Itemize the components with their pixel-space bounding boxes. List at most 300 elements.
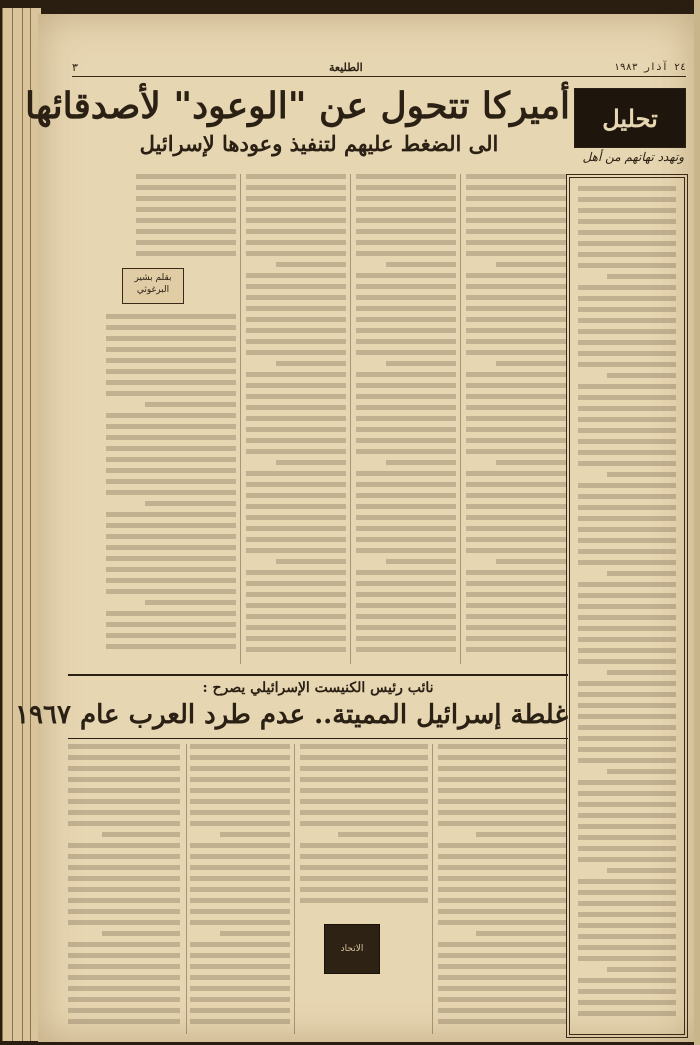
placeholder-text-line — [190, 887, 290, 892]
placeholder-text-line — [466, 603, 566, 608]
placeholder-text-line — [578, 989, 676, 994]
placeholder-text-line — [338, 832, 428, 837]
placeholder-text-line — [300, 865, 428, 870]
placeholder-text-line — [106, 468, 236, 473]
placeholder-text-line — [466, 317, 566, 322]
placeholder-text-line — [190, 920, 290, 925]
placeholder-text-line — [246, 273, 346, 278]
placeholder-text-line — [356, 317, 456, 322]
placeholder-text-line — [438, 1008, 566, 1013]
placeholder-text-line — [356, 537, 456, 542]
lead-column-4-top — [136, 174, 236, 264]
placeholder-text-line — [578, 318, 676, 323]
placeholder-text-line — [246, 548, 346, 553]
placeholder-text-line — [356, 614, 456, 619]
placeholder-text-line — [300, 766, 428, 771]
placeholder-text-line — [190, 843, 290, 848]
placeholder-text-line — [578, 362, 676, 367]
placeholder-text-line — [276, 559, 346, 564]
placeholder-text-line — [578, 681, 676, 686]
placeholder-text-line — [300, 744, 428, 749]
placeholder-text-line — [246, 438, 346, 443]
placeholder-text-line — [356, 636, 456, 641]
placeholder-text-line — [578, 395, 676, 400]
placeholder-text-line — [578, 648, 676, 653]
second-story-header — [15, 674, 568, 739]
placeholder-text-line — [496, 559, 566, 564]
lead-headline: أميركا تتحول عن "الوعود" لأصدقائها — [25, 85, 570, 127]
placeholder-text-line — [106, 435, 236, 440]
placeholder-text-line — [578, 934, 676, 939]
placeholder-text-line — [246, 317, 346, 322]
placeholder-text-line — [145, 402, 236, 407]
placeholder-text-line — [476, 832, 566, 837]
placeholder-text-line — [578, 538, 676, 543]
placeholder-text-line — [466, 372, 566, 377]
placeholder-text-line — [438, 788, 566, 793]
placeholder-text-line — [356, 405, 456, 410]
placeholder-text-line — [276, 262, 346, 267]
placeholder-text-line — [438, 821, 566, 826]
placeholder-text-line — [578, 901, 676, 906]
placeholder-text-line — [578, 659, 676, 664]
placeholder-text-line — [246, 185, 346, 190]
placeholder-text-line — [300, 876, 428, 881]
placeholder-text-line — [68, 766, 180, 771]
placeholder-text-line — [246, 515, 346, 520]
placeholder-text-line — [106, 523, 236, 528]
placeholder-text-line — [190, 1008, 290, 1013]
placeholder-text-line — [276, 361, 346, 366]
placeholder-text-line — [106, 391, 236, 396]
placeholder-text-line — [466, 207, 566, 212]
placeholder-text-line — [106, 314, 236, 319]
placeholder-text-line — [466, 515, 566, 520]
placeholder-text-line — [246, 207, 346, 212]
placeholder-text-line — [356, 471, 456, 476]
photo — [324, 924, 380, 974]
placeholder-text-line — [68, 909, 180, 914]
placeholder-text-line — [106, 380, 236, 385]
issue-date: ٢٤ آذار ١٩٨٣ — [613, 61, 686, 73]
placeholder-text-line — [136, 207, 236, 212]
placeholder-text-line — [356, 350, 456, 355]
placeholder-text-line — [578, 351, 676, 356]
placeholder-text-line — [68, 777, 180, 782]
placeholder-text-line — [356, 251, 456, 256]
placeholder-text-line — [190, 975, 290, 980]
placeholder-text-line — [356, 647, 456, 652]
placeholder-text-line — [466, 306, 566, 311]
placeholder-text-line — [356, 339, 456, 344]
placeholder-text-line — [68, 799, 180, 804]
placeholder-text-line — [496, 361, 566, 366]
placeholder-text-line — [466, 537, 566, 542]
placeholder-text-line — [607, 769, 676, 774]
placeholder-text-line — [246, 625, 346, 630]
placeholder-text-line — [246, 647, 346, 652]
placeholder-text-line — [578, 186, 676, 191]
placeholder-text-line — [438, 1019, 566, 1024]
placeholder-text-line — [145, 600, 236, 605]
placeholder-text-line — [246, 471, 346, 476]
placeholder-text-line — [246, 306, 346, 311]
placeholder-text-line — [578, 516, 676, 521]
placeholder-text-line — [68, 997, 180, 1002]
placeholder-text-line — [68, 1019, 180, 1024]
magazine-name: الطليعة — [329, 60, 363, 74]
placeholder-text-line — [356, 284, 456, 289]
placeholder-text-line — [68, 788, 180, 793]
placeholder-text-line — [578, 307, 676, 312]
placeholder-text-line — [607, 274, 676, 279]
placeholder-text-line — [466, 438, 566, 443]
placeholder-text-line — [106, 545, 236, 550]
placeholder-text-line — [356, 372, 456, 377]
placeholder-text-line — [578, 241, 676, 246]
placeholder-text-line — [438, 755, 566, 760]
placeholder-text-line — [246, 405, 346, 410]
placeholder-text-line — [438, 986, 566, 991]
placeholder-text-line — [246, 592, 346, 597]
placeholder-text-line — [578, 835, 676, 840]
placeholder-text-line — [466, 394, 566, 399]
placeholder-text-line — [68, 942, 180, 947]
placeholder-text-line — [356, 449, 456, 454]
placeholder-text-line — [578, 296, 676, 301]
placeholder-text-line — [246, 537, 346, 542]
page-number: ٣ — [72, 60, 78, 74]
placeholder-text-line — [578, 791, 676, 796]
placeholder-text-line — [136, 218, 236, 223]
placeholder-text-line — [578, 923, 676, 928]
placeholder-text-line — [466, 229, 566, 234]
placeholder-text-line — [300, 788, 428, 793]
placeholder-text-line — [466, 218, 566, 223]
placeholder-text-line — [102, 832, 180, 837]
placeholder-text-line — [356, 504, 456, 509]
placeholder-text-line — [356, 328, 456, 333]
placeholder-text-line — [356, 438, 456, 443]
placeholder-text-line — [578, 978, 676, 983]
placeholder-text-line — [68, 953, 180, 958]
newspaper-page — [15, 14, 694, 1042]
placeholder-text-line — [356, 207, 456, 212]
placeholder-text-line — [220, 832, 290, 837]
placeholder-text-line — [356, 482, 456, 487]
placeholder-text-line — [356, 295, 456, 300]
placeholder-text-line — [68, 865, 180, 870]
placeholder-text-line — [356, 218, 456, 223]
placeholder-text-line — [438, 843, 566, 848]
placeholder-text-line — [578, 703, 676, 708]
placeholder-text-line — [190, 777, 290, 782]
placeholder-text-line — [300, 843, 428, 848]
placeholder-text-line — [136, 196, 236, 201]
placeholder-text-line — [300, 777, 428, 782]
placeholder-text-line — [578, 945, 676, 950]
placeholder-text-line — [190, 755, 290, 760]
placeholder-text-line — [68, 887, 180, 892]
placeholder-text-line — [106, 611, 236, 616]
placeholder-text-line — [466, 273, 566, 278]
placeholder-text-line — [246, 383, 346, 388]
placeholder-text-line — [246, 603, 346, 608]
lead-column-3 — [246, 174, 346, 664]
placeholder-text-line — [466, 647, 566, 652]
placeholder-text-line — [466, 504, 566, 509]
placeholder-text-line — [356, 273, 456, 278]
placeholder-text-line — [300, 821, 428, 826]
placeholder-text-line — [68, 964, 180, 969]
placeholder-text-line — [438, 887, 566, 892]
placeholder-text-line — [246, 493, 346, 498]
placeholder-text-line — [578, 384, 676, 389]
placeholder-text-line — [438, 799, 566, 804]
placeholder-text-line — [438, 920, 566, 925]
placeholder-text-line — [466, 625, 566, 630]
placeholder-text-line — [438, 975, 566, 980]
placeholder-text-line — [300, 854, 428, 859]
placeholder-text-line — [578, 780, 676, 785]
placeholder-text-line — [578, 747, 676, 752]
photo-caption: الاتحاد — [340, 944, 364, 954]
byline-box: بقلم بشير البرغوثي — [122, 268, 184, 304]
placeholder-text-line — [578, 340, 676, 345]
sidebar-text — [578, 186, 676, 1026]
placeholder-text-line — [466, 493, 566, 498]
placeholder-text-line — [466, 284, 566, 289]
placeholder-text-line — [438, 909, 566, 914]
placeholder-text-line — [246, 394, 346, 399]
placeholder-text-line — [106, 479, 236, 484]
placeholder-text-line — [466, 405, 566, 410]
placeholder-text-line — [578, 857, 676, 862]
placeholder-text-line — [438, 876, 566, 881]
placeholder-text-line — [106, 622, 236, 627]
placeholder-text-line — [246, 295, 346, 300]
placeholder-text-line — [136, 240, 236, 245]
placeholder-text-line — [438, 953, 566, 958]
placeholder-text-line — [68, 755, 180, 760]
placeholder-text-line — [246, 196, 346, 201]
placeholder-text-line — [578, 252, 676, 257]
second-column-1 — [438, 744, 566, 1034]
placeholder-text-line — [466, 339, 566, 344]
placeholder-text-line — [246, 526, 346, 531]
placeholder-text-line — [578, 417, 676, 422]
placeholder-text-line — [438, 942, 566, 947]
placeholder-text-line — [466, 328, 566, 333]
placeholder-text-line — [356, 515, 456, 520]
placeholder-text-line — [145, 501, 236, 506]
placeholder-text-line — [607, 472, 676, 477]
placeholder-text-line — [578, 428, 676, 433]
placeholder-text-line — [106, 567, 236, 572]
placeholder-text-line — [578, 912, 676, 917]
lead-subheadline: الى الضغط عليهم لتنفيذ وعودها لإسرائيل — [139, 131, 499, 156]
page-header — [72, 58, 686, 77]
placeholder-text-line — [246, 416, 346, 421]
placeholder-text-line — [356, 548, 456, 553]
placeholder-text-line — [466, 614, 566, 619]
placeholder-text-line — [190, 964, 290, 969]
placeholder-text-line — [438, 997, 566, 1002]
placeholder-text-line — [246, 372, 346, 377]
placeholder-text-line — [356, 174, 456, 179]
placeholder-text-line — [356, 570, 456, 575]
placeholder-text-line — [578, 758, 676, 763]
placeholder-text-line — [136, 229, 236, 234]
placeholder-text-line — [106, 446, 236, 451]
placeholder-text-line — [68, 920, 180, 925]
placeholder-text-line — [607, 868, 676, 873]
placeholder-text-line — [190, 942, 290, 947]
placeholder-text-line — [246, 614, 346, 619]
placeholder-text-line — [300, 799, 428, 804]
placeholder-text-line — [466, 548, 566, 553]
placeholder-text-line — [106, 358, 236, 363]
placeholder-text-line — [438, 810, 566, 815]
placeholder-text-line — [246, 229, 346, 234]
placeholder-text-line — [106, 556, 236, 561]
placeholder-text-line — [578, 329, 676, 334]
placeholder-text-line — [190, 876, 290, 881]
placeholder-text-line — [466, 383, 566, 388]
lead-column-4 — [106, 314, 236, 664]
placeholder-text-line — [246, 339, 346, 344]
placeholder-text-line — [578, 637, 676, 642]
placeholder-text-line — [106, 325, 236, 330]
placeholder-text-line — [246, 427, 346, 432]
placeholder-text-line — [578, 736, 676, 741]
placeholder-text-line — [220, 931, 290, 936]
placeholder-text-line — [356, 394, 456, 399]
placeholder-text-line — [578, 406, 676, 411]
placeholder-text-line — [466, 295, 566, 300]
placeholder-text-line — [466, 482, 566, 487]
placeholder-text-line — [578, 802, 676, 807]
placeholder-text-line — [276, 460, 346, 465]
placeholder-text-line — [106, 347, 236, 352]
placeholder-text-line — [300, 755, 428, 760]
placeholder-text-line — [106, 424, 236, 429]
placeholder-text-line — [438, 744, 566, 749]
placeholder-text-line — [578, 505, 676, 510]
placeholder-text-line — [136, 251, 236, 256]
placeholder-text-line — [356, 229, 456, 234]
placeholder-text-line — [106, 336, 236, 341]
placeholder-text-line — [578, 615, 676, 620]
placeholder-text-line — [106, 534, 236, 539]
placeholder-text-line — [466, 196, 566, 201]
placeholder-text-line — [578, 879, 676, 884]
placeholder-text-line — [68, 854, 180, 859]
placeholder-text-line — [190, 810, 290, 815]
placeholder-text-line — [466, 416, 566, 421]
placeholder-text-line — [438, 777, 566, 782]
lead-column-1 — [466, 174, 566, 664]
placeholder-text-line — [106, 512, 236, 517]
placeholder-text-line — [578, 230, 676, 235]
placeholder-text-line — [190, 986, 290, 991]
placeholder-text-line — [300, 898, 428, 903]
second-column-3 — [190, 744, 290, 1034]
placeholder-text-line — [578, 813, 676, 818]
placeholder-text-line — [578, 725, 676, 730]
placeholder-text-line — [356, 306, 456, 311]
placeholder-text-line — [466, 174, 566, 179]
placeholder-text-line — [106, 589, 236, 594]
placeholder-text-line — [607, 373, 676, 378]
placeholder-text-line — [190, 997, 290, 1002]
placeholder-text-line — [246, 218, 346, 223]
section-logo — [574, 88, 686, 148]
stacked-page-edges — [0, 0, 40, 1045]
placeholder-text-line — [466, 570, 566, 575]
placeholder-text-line — [578, 824, 676, 829]
placeholder-text-line — [356, 416, 456, 421]
placeholder-text-line — [246, 350, 346, 355]
placeholder-text-line — [246, 504, 346, 509]
placeholder-text-line — [496, 262, 566, 267]
placeholder-text-line — [578, 560, 676, 565]
placeholder-text-line — [190, 1019, 290, 1024]
placeholder-text-line — [190, 953, 290, 958]
placeholder-text-line — [438, 766, 566, 771]
placeholder-text-line — [356, 196, 456, 201]
placeholder-text-line — [356, 383, 456, 388]
placeholder-text-line — [466, 592, 566, 597]
placeholder-text-line — [246, 482, 346, 487]
placeholder-text-line — [300, 887, 428, 892]
placeholder-text-line — [106, 369, 236, 374]
placeholder-text-line — [356, 493, 456, 498]
placeholder-text-line — [356, 592, 456, 597]
placeholder-text-line — [578, 494, 676, 499]
placeholder-text-line — [68, 975, 180, 980]
placeholder-text-line — [386, 559, 456, 564]
placeholder-text-line — [68, 821, 180, 826]
placeholder-text-line — [68, 1008, 180, 1013]
placeholder-text-line — [578, 582, 676, 587]
lead-kicker: وتهدد تهاتهم من أهل — [582, 150, 684, 164]
placeholder-text-line — [68, 843, 180, 848]
placeholder-text-line — [356, 625, 456, 630]
placeholder-text-line — [190, 744, 290, 749]
second-column-4 — [68, 744, 180, 1034]
placeholder-text-line — [356, 526, 456, 531]
placeholder-text-line — [438, 898, 566, 903]
placeholder-text-line — [578, 527, 676, 532]
placeholder-text-line — [578, 890, 676, 895]
placeholder-text-line — [356, 581, 456, 586]
placeholder-text-line — [190, 854, 290, 859]
placeholder-text-line — [476, 931, 566, 936]
placeholder-text-line — [438, 964, 566, 969]
placeholder-text-line — [356, 427, 456, 432]
placeholder-text-line — [102, 931, 180, 936]
placeholder-text-line — [68, 810, 180, 815]
placeholder-text-line — [190, 821, 290, 826]
placeholder-text-line — [578, 197, 676, 202]
placeholder-text-line — [578, 846, 676, 851]
placeholder-text-line — [466, 185, 566, 190]
placeholder-text-line — [246, 240, 346, 245]
placeholder-text-line — [246, 636, 346, 641]
placeholder-text-line — [578, 219, 676, 224]
placeholder-text-line — [190, 898, 290, 903]
